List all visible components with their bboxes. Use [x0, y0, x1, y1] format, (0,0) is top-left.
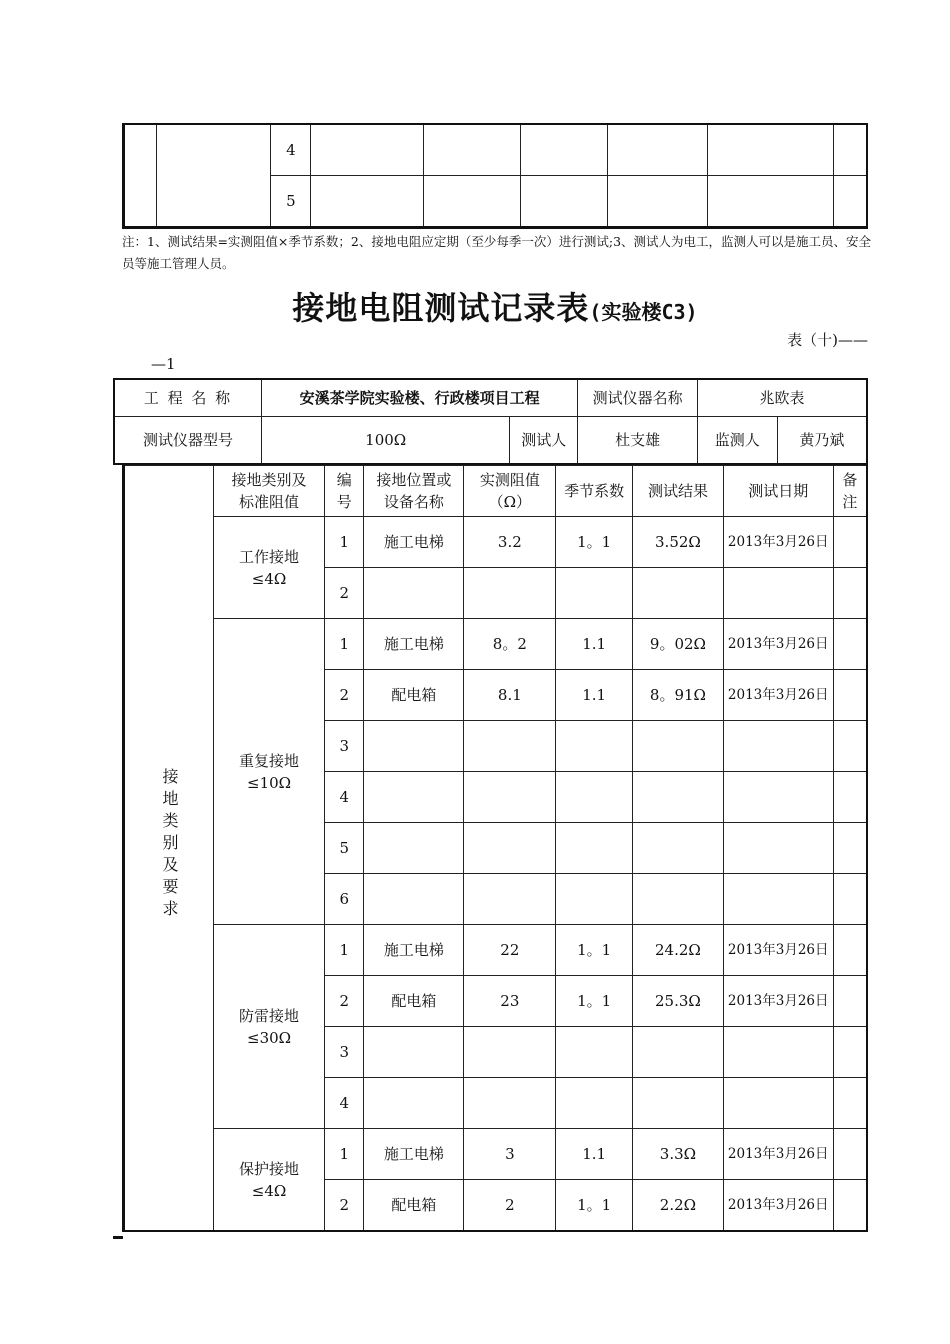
cell-location: 施工电梯 [364, 517, 464, 568]
cell-result [633, 874, 724, 925]
cell-measured [464, 568, 556, 619]
table-row [124, 517, 868, 568]
cell-remark [833, 823, 867, 874]
cell-measured: 22 [464, 925, 556, 976]
cell-location [364, 823, 464, 874]
cell-no: 1 [325, 517, 364, 568]
cell-no: 3 [325, 721, 364, 772]
cell-remark [833, 721, 867, 772]
cell-measured [464, 1078, 556, 1129]
cell-result [633, 568, 724, 619]
table-row [114, 417, 867, 465]
table-bottom-rule [113, 1236, 123, 1239]
cell-seasonal: 1.1 [556, 1129, 633, 1180]
tester-value: 杜支雄 [578, 417, 698, 465]
cell-remark [833, 1027, 867, 1078]
cell-result: 3.52Ω [633, 517, 724, 568]
cell-location: 配电箱 [364, 1180, 464, 1232]
cell-no: 2 [325, 670, 364, 721]
cell-measured [464, 874, 556, 925]
cell-location [364, 568, 464, 619]
monitor-value: 黄乃斌 [777, 417, 867, 465]
col-result: 测试结果 [633, 466, 724, 517]
cell-measured [464, 823, 556, 874]
cell-seasonal: 1.1 [556, 670, 633, 721]
cell-result: 24.2Ω [633, 925, 724, 976]
cell-seasonal: 1。1 [556, 1180, 633, 1232]
category-cell [156, 124, 271, 228]
cell-result [633, 1078, 724, 1129]
side-cell [124, 124, 157, 228]
cell-result: 2.2Ω [633, 1180, 724, 1232]
cell-no: 3 [325, 1027, 364, 1078]
cell-date: 2013年3月26日 [723, 1129, 833, 1180]
table-number: 表（十)—— [787, 331, 868, 349]
cell-result: 25.3Ω [633, 976, 724, 1027]
cell-no: 1 [325, 1129, 364, 1180]
cell-no: 1 [325, 619, 364, 670]
cell-location [364, 721, 464, 772]
cell-date [723, 1027, 833, 1078]
col-measured: 实测阻值（Ω） [464, 466, 556, 517]
cell-location: 配电箱 [364, 976, 464, 1027]
cell-seasonal: 1。1 [556, 517, 633, 568]
cell-seasonal [556, 1078, 633, 1129]
cell-result [633, 721, 724, 772]
cell-seasonal [556, 568, 633, 619]
header-info-table [113, 378, 868, 465]
cell-remark [833, 772, 867, 823]
table-row [114, 379, 867, 417]
footnote: 注：1、测试结果=实测阻值×季节系数；2、接地电阻应定期（至少每季一次）进行测试;3、测试人为电工，监测人可以是施工员、安全员等施工管理人员。 [122, 234, 872, 271]
cell-result: 8。91Ω [633, 670, 724, 721]
row-number: 4 [271, 124, 311, 176]
cell-date [723, 568, 833, 619]
cell-result [633, 1027, 724, 1078]
cell-result: 9。02Ω [633, 619, 724, 670]
title-main: 接地电阻测试记录表 [292, 289, 590, 327]
project-value: 安溪茶学院实验楼、行政楼项目工程 [262, 379, 578, 417]
cell-measured [464, 721, 556, 772]
cell-no: 4 [325, 1078, 364, 1129]
col-remark: 备注 [833, 466, 867, 517]
cell-seasonal [556, 874, 633, 925]
cell-date: 2013年3月26日 [723, 1180, 833, 1232]
project-label: 工 程 名 称 [114, 379, 262, 417]
cell-measured [464, 772, 556, 823]
cell-seasonal [556, 721, 633, 772]
cell-remark [833, 874, 867, 925]
cell-date [723, 772, 833, 823]
cell-no: 6 [325, 874, 364, 925]
cell-remark [833, 1129, 867, 1180]
category-cell: 重复接地≤10Ω [214, 619, 325, 925]
cell-no: 4 [325, 772, 364, 823]
cell-date: 2013年3月26日 [723, 976, 833, 1027]
cell-no: 1 [325, 925, 364, 976]
cell-measured: 3 [464, 1129, 556, 1180]
cell-no: 2 [325, 1180, 364, 1232]
category-cell: 工作接地≤4Ω [214, 517, 325, 619]
cell-measured [464, 1027, 556, 1078]
cell-location: 施工电梯 [364, 1129, 464, 1180]
col-date: 测试日期 [723, 466, 833, 517]
cell-date: 2013年3月26日 [723, 619, 833, 670]
cell-location: 配电箱 [364, 670, 464, 721]
cell-date [723, 721, 833, 772]
cell-date: 2013年3月26日 [723, 517, 833, 568]
cell-measured: 2 [464, 1180, 556, 1232]
cell-remark [833, 619, 867, 670]
table-row [124, 925, 868, 976]
cell-result: 3.3Ω [633, 1129, 724, 1180]
title-sub: (实验楼C3) [589, 300, 698, 324]
cell-measured: 8.1 [464, 670, 556, 721]
previous-table-continuation [122, 123, 868, 229]
tester-label: 测试人 [510, 417, 578, 465]
cell-date: 2013年3月26日 [723, 925, 833, 976]
table-number-continued: —1 [151, 355, 176, 373]
table-row [124, 619, 868, 670]
cell-measured: 3.2 [464, 517, 556, 568]
page-title [0, 283, 950, 329]
cell-seasonal: 1。1 [556, 976, 633, 1027]
cell-remark [833, 976, 867, 1027]
row-number: 5 [271, 176, 311, 228]
table-row [124, 124, 868, 176]
col-location: 接地位置或设备名称 [364, 466, 464, 517]
monitor-label: 监测人 [697, 417, 777, 465]
cell-remark [833, 517, 867, 568]
side-label: 接地类别及要求 [160, 768, 179, 922]
table-header-row [124, 466, 868, 517]
cell-no: 2 [325, 976, 364, 1027]
instrument-name-value: 兆欧表 [697, 379, 867, 417]
category-cell: 防雷接地≤30Ω [214, 925, 325, 1129]
table-row [124, 1129, 868, 1180]
cell-date: 2013年3月26日 [723, 670, 833, 721]
cell-date [723, 874, 833, 925]
col-no: 编号 [325, 466, 364, 517]
cell-location [364, 1078, 464, 1129]
cell-seasonal [556, 823, 633, 874]
cell-seasonal [556, 1027, 633, 1078]
cell-location: 施工电梯 [364, 925, 464, 976]
cell-seasonal: 1.1 [556, 619, 633, 670]
instrument-name-label: 测试仪器名称 [578, 379, 698, 417]
cell-result [633, 772, 724, 823]
cell-seasonal: 1。1 [556, 925, 633, 976]
cell-location [364, 874, 464, 925]
cell-remark [833, 1078, 867, 1129]
cell-no: 2 [325, 568, 364, 619]
instrument-model-label: 测试仪器型号 [114, 417, 262, 465]
cell-remark [833, 925, 867, 976]
cell-seasonal [556, 772, 633, 823]
cell-remark [833, 670, 867, 721]
cell-remark [833, 568, 867, 619]
category-cell: 保护接地≤4Ω [214, 1129, 325, 1232]
cell-location: 施工电梯 [364, 619, 464, 670]
col-category: 接地类别及标准阻值 [214, 466, 325, 517]
cell-measured: 8。2 [464, 619, 556, 670]
cell-location [364, 772, 464, 823]
cell-remark [833, 1180, 867, 1232]
side-label-cell [124, 466, 214, 1232]
cell-no: 5 [325, 823, 364, 874]
col-seasonal: 季节系数 [556, 466, 633, 517]
cell-date [723, 823, 833, 874]
cell-date [723, 1078, 833, 1129]
cell-measured: 23 [464, 976, 556, 1027]
instrument-model-value: 100Ω [262, 417, 510, 465]
cell-result [633, 823, 724, 874]
grounding-test-table [122, 465, 868, 1232]
cell-location [364, 1027, 464, 1078]
